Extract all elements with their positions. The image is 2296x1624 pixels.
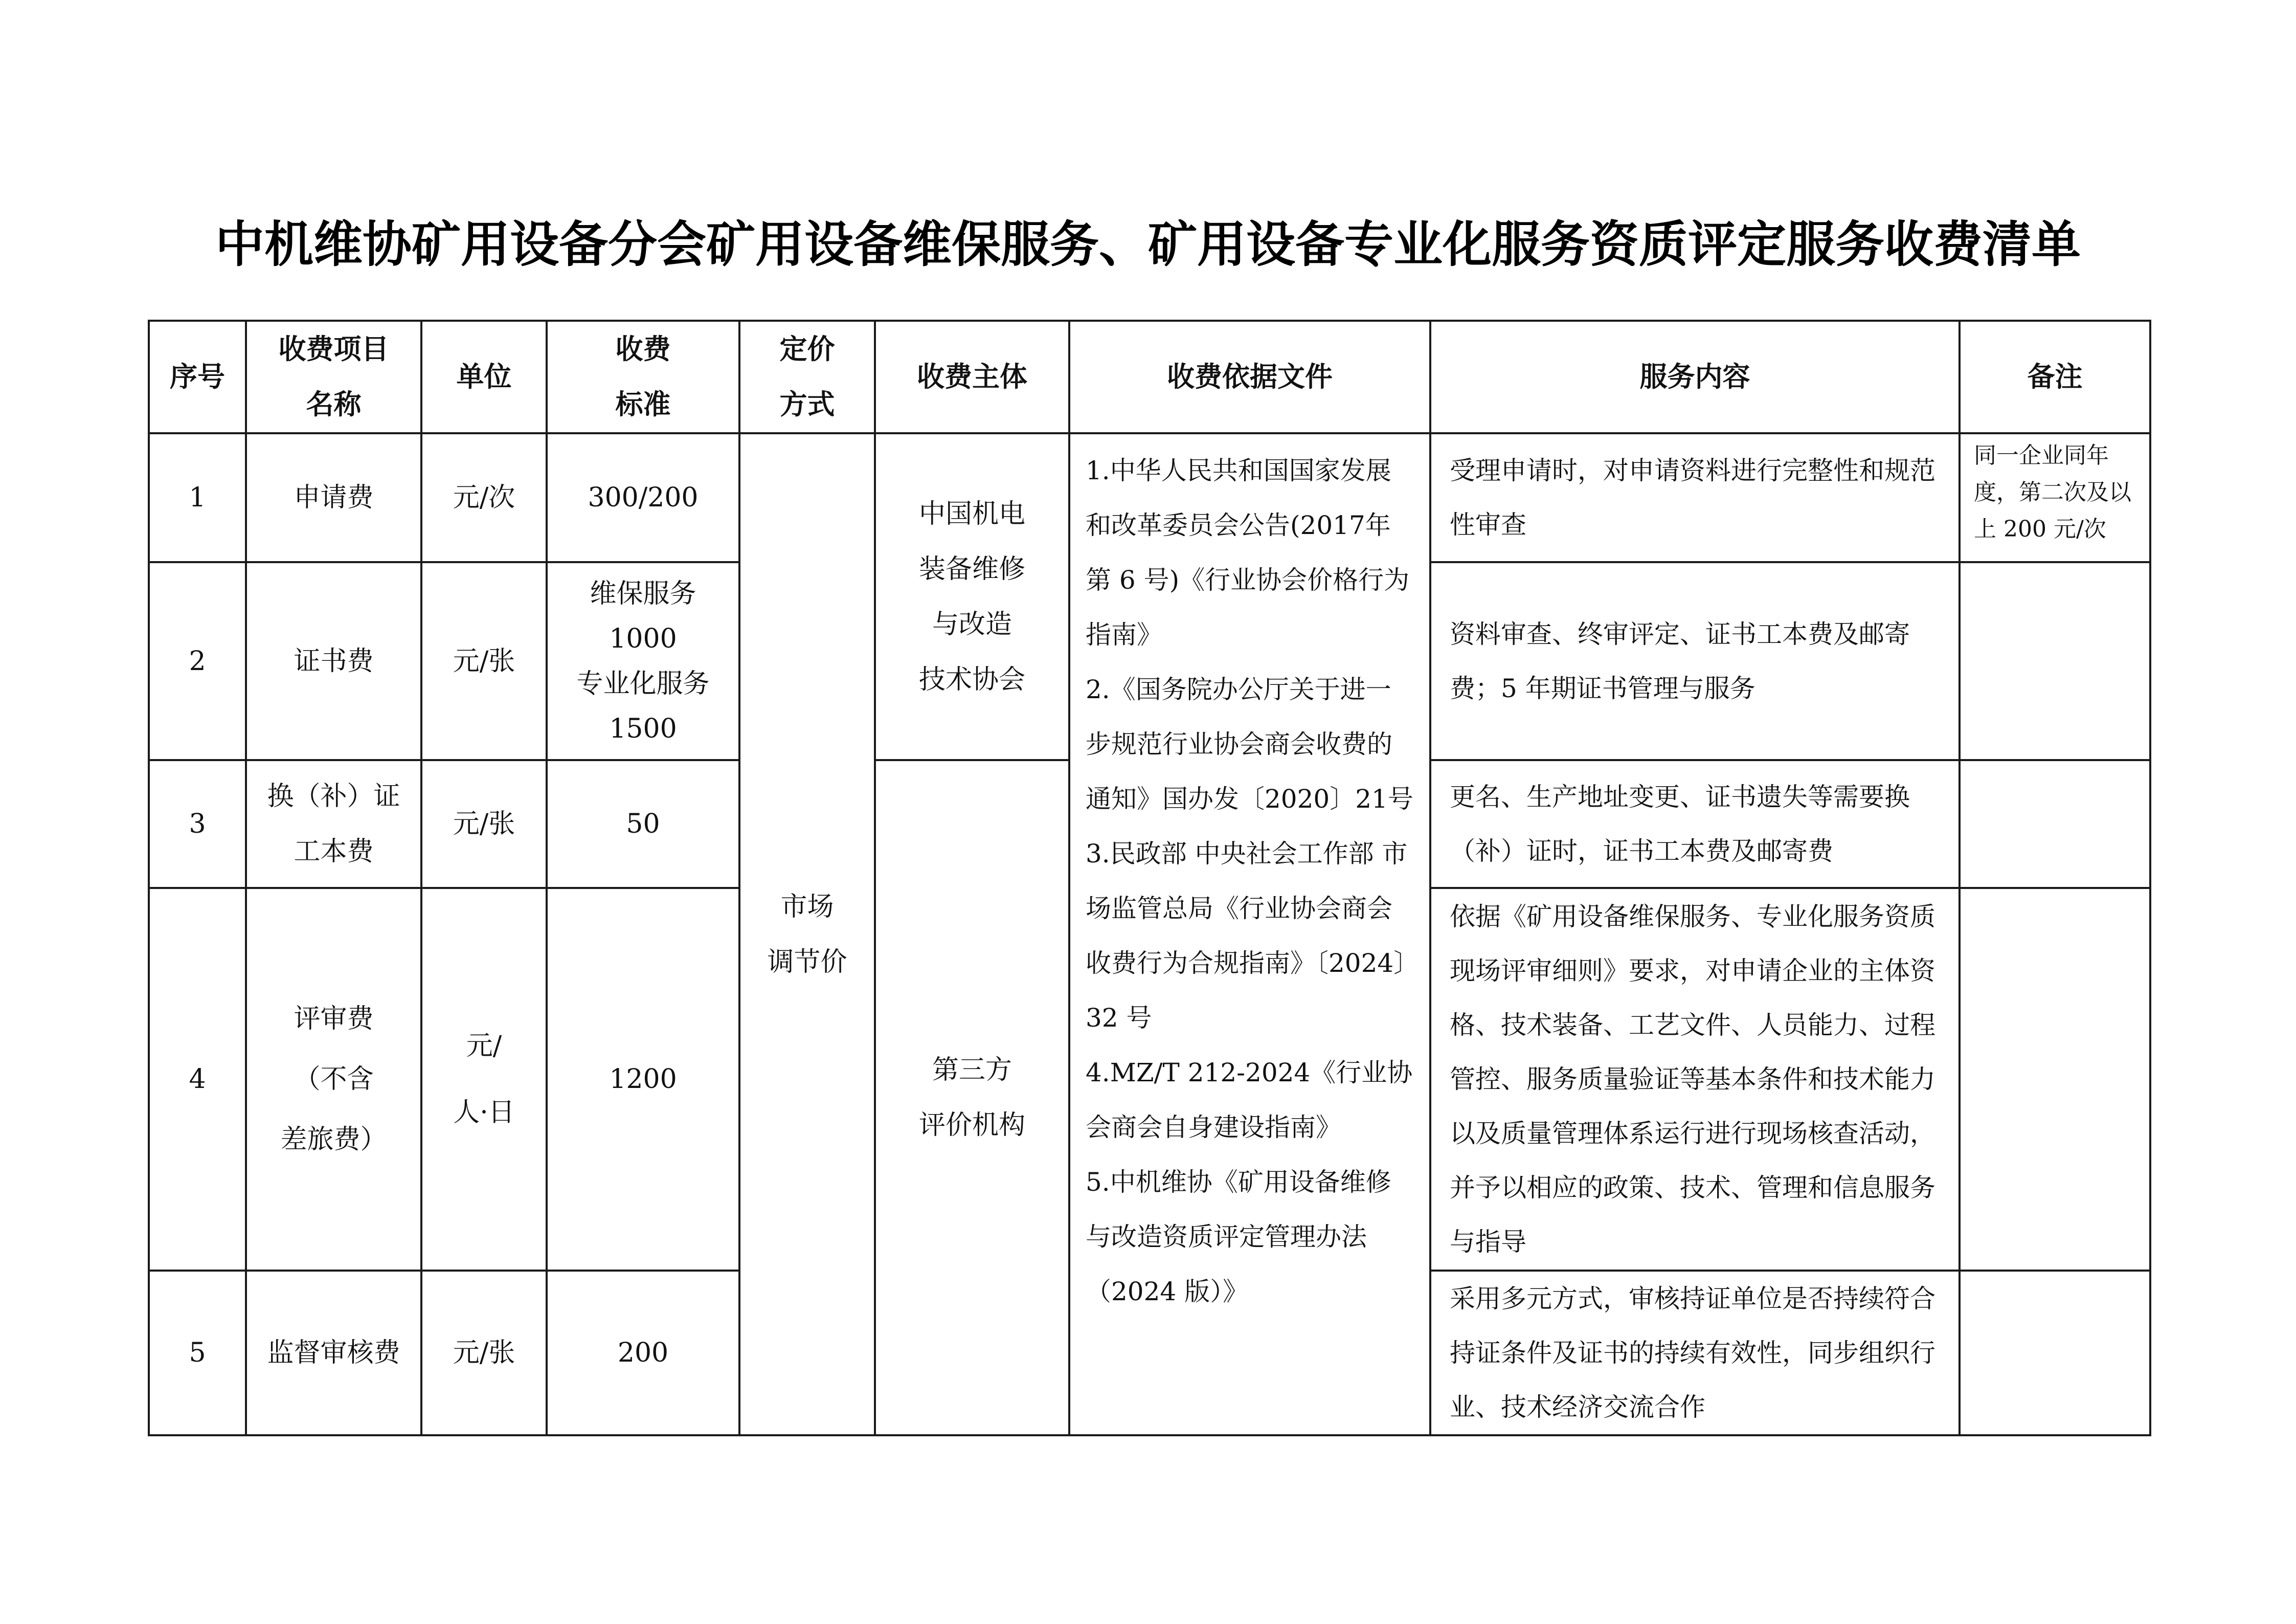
row-standard: 1200 bbox=[547, 888, 739, 1271]
header-basis: 收费依据文件 bbox=[1069, 321, 1430, 433]
basis-document-item: 1.中华人民共和国国家发展和改革委员会公告(2017年第 6 号)《行业协会价格行为指南》 bbox=[1086, 456, 1410, 650]
table-row bbox=[149, 433, 2150, 562]
row-service: 资料审查、终审评定、证书工本费及邮寄费；5 年期证书管理与服务 bbox=[1430, 562, 1960, 760]
row-remark bbox=[1960, 562, 2150, 760]
row-service: 依据《矿用设备维保服务、专业化服务资质现场评审细则》要求，对申请企业的主体资格、技术装备、工艺文件、人员能力、过程管控、服务质量验证等基本条件和技术能力以及质量管理体系运行进行现场核查活动，并予以相应的政策、技术、管理和信息服务与指导 bbox=[1430, 888, 1960, 1271]
collector-third-party: 第三方 评价机构 bbox=[875, 760, 1069, 1435]
row-unit: 元/次 bbox=[421, 433, 547, 562]
row-item-name: 证书费 bbox=[246, 562, 421, 760]
row-item-name: 换（补）证 工本费 bbox=[246, 760, 421, 888]
pricing-method-cell: 市场 调节价 bbox=[739, 433, 875, 1435]
row-seq: 2 bbox=[149, 562, 246, 760]
header-standard: 收费 标准 bbox=[547, 321, 739, 433]
row-standard: 维保服务 1000 专业化服务 1500 bbox=[547, 562, 739, 760]
header-remark: 备注 bbox=[1960, 321, 2150, 433]
header-collector: 收费主体 bbox=[875, 321, 1069, 433]
basis-document-item: 3.民政部 中央社会工作部 市场监管总局《行业协会商会收费行为合规指南》〔2024〕32 号 bbox=[1086, 839, 1408, 1033]
header-seq: 序号 bbox=[149, 321, 246, 433]
header-pricing: 定价 方式 bbox=[739, 321, 875, 433]
table-header-row bbox=[149, 321, 2150, 433]
row-unit: 元/张 bbox=[421, 562, 547, 760]
row-remark bbox=[1960, 888, 2150, 1271]
row-standard: 50 bbox=[547, 760, 739, 888]
row-remark: 同一企业同年度，第二次及以上 200 元/次 bbox=[1960, 433, 2150, 562]
basis-document-item: 5.中机维协《矿用设备维修与改造资质评定管理办法（2024 版）》 bbox=[1086, 1167, 1391, 1306]
row-unit: 元/ 人·日 bbox=[421, 888, 547, 1271]
row-item-name: 监督审核费 bbox=[246, 1271, 421, 1435]
header-item-name: 收费项目 名称 bbox=[246, 321, 421, 433]
row-seq: 4 bbox=[149, 888, 246, 1271]
basis-documents-cell bbox=[1069, 433, 1430, 1435]
row-remark bbox=[1960, 1271, 2150, 1435]
basis-document-item: 2.《国务院办公厅关于进一步规范行业协会商会收费的通知》国办发〔2020〕21号 bbox=[1086, 675, 1413, 814]
header-unit: 单位 bbox=[421, 321, 547, 433]
row-item-name: 评审费 （不含 差旅费） bbox=[246, 888, 421, 1271]
row-seq: 3 bbox=[149, 760, 246, 888]
row-seq: 5 bbox=[149, 1271, 246, 1435]
row-standard: 300/200 bbox=[547, 433, 739, 562]
header-service: 服务内容 bbox=[1430, 321, 1960, 433]
collector-association: 中国机电 装备维修 与改造 技术协会 bbox=[875, 433, 1069, 760]
row-service: 采用多元方式，审核持证单位是否持续符合持证条件及证书的持续有效性，同步组织行业、技术经济交流合作 bbox=[1430, 1271, 1960, 1435]
row-remark bbox=[1960, 760, 2150, 888]
page-title: 中机维协矿用设备分会矿用设备维保服务、矿用设备专业化服务资质评定服务收费清单 bbox=[215, 216, 2081, 273]
row-standard: 200 bbox=[547, 1271, 739, 1435]
fee-table bbox=[148, 320, 2151, 1436]
row-unit: 元/张 bbox=[421, 1271, 547, 1435]
row-service: 受理申请时，对申请资料进行完整性和规范性审查 bbox=[1430, 433, 1960, 562]
row-unit: 元/张 bbox=[421, 760, 547, 888]
basis-document-item: 4.MZ/T 212-2024《行业协会商会自身建设指南》 bbox=[1086, 1058, 1413, 1142]
row-seq: 1 bbox=[149, 433, 246, 562]
row-item-name: 申请费 bbox=[246, 433, 421, 562]
row-service: 更名、生产地址变更、证书遗失等需要换（补）证时，证书工本费及邮寄费 bbox=[1430, 760, 1960, 888]
